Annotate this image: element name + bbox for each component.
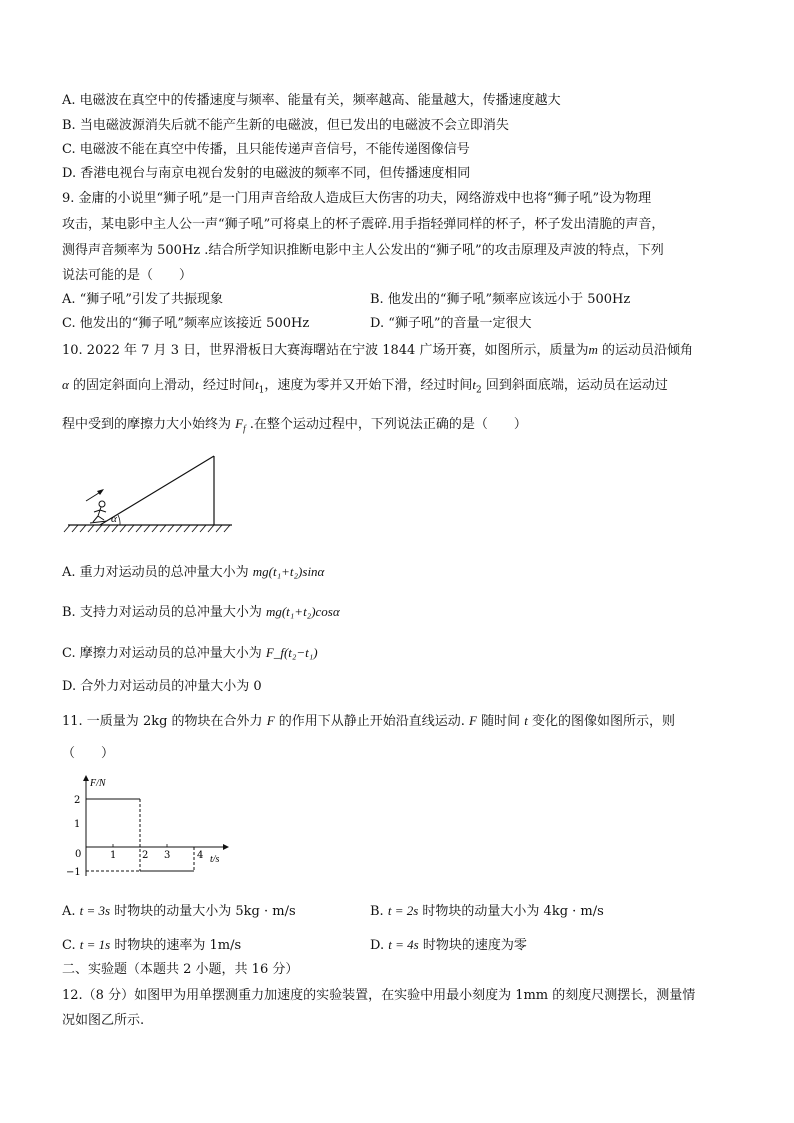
q9-stem-line4: 说法可能的是（ ）	[62, 268, 193, 283]
x-axis-label: t/s	[210, 854, 220, 865]
q9-option-b: B. 他发出的“狮子吼”频率应该远小于 500Hz	[370, 292, 631, 307]
angle-arc	[118, 515, 120, 525]
q9-stem-line2: 攻击，某电影中主人公一声“狮子吼”可将桌上的杯子震碎.用手指轻弹同样的杯子，杯子发出清脆的声音，	[62, 217, 665, 232]
q10-option-d: D. 合外力对运动员的冲量大小为 0	[62, 679, 262, 694]
q9-option-d: D. “狮子吼”的音量一定很大	[370, 316, 532, 331]
q10-stem-line1: 10. 2022 年 7 月 3 日，世界滑板日大赛海曙站在宁波 1844 广场开赛，如图所示，质量为m 的运动员沿倾角	[62, 342, 693, 358]
incline-figure	[60, 450, 240, 540]
q10-option-c: C. 摩擦力对运动员的总冲量大小为 F_f(t₂−t₁)	[62, 645, 318, 661]
q9-stem-line3: 测得声音频率为 500Hz .结合所学知识推断电影中主人公发出的“狮子吼”的攻击原理及声波的特点，下列	[62, 243, 664, 258]
q8-option-d: D. 香港电视台与南京电视台发射的电磁波的频率不同，但传播速度相同	[62, 166, 471, 181]
q11-option-b: B. t = 2s 时物块的动量大小为 4kg · m/s	[370, 903, 604, 919]
q9-option-c: C. 他发出的“狮子吼”频率应该接近 500Hz	[62, 316, 310, 331]
q12-stem-line1: 12.（8 分）如图甲为用单摆测重力加速度的实验装置，在实验中用最小刻度为 1mm 的刻度尺测摆长，测量情	[62, 988, 696, 1003]
q8-option-a: A. 电磁波在真空中的传播速度与频率、能量有关，频率越高、能量越大，传播速度越大	[62, 93, 561, 108]
y-tick-label-2: 2	[74, 795, 81, 806]
q11-option-a: A. t = 3s 时物块的动量大小为 5kg · m/s	[62, 903, 296, 919]
f-t-graph	[60, 772, 240, 884]
q10-option-a: A. 重力对运动员的总冲量大小为 mg(t₁+t₂)sinα	[62, 564, 325, 580]
q10-stem-line2: α 的固定斜面向上滑动，经过时间$t_1$，速度为零并又开始下滑，经过时间$t_2$ 回到斜面底端，运动员在运动过	[62, 377, 668, 396]
x-tick-label-3: 3	[164, 850, 171, 861]
origin-label: 0	[75, 849, 82, 860]
q11-option-c: C. t = 1s 时物块的速率为 1m/s	[62, 937, 242, 953]
q11-option-d: D. t = 4s 时物块的速度为零	[370, 937, 527, 953]
velocity-arrow	[86, 489, 104, 501]
y-axis-label: F/N	[90, 778, 106, 789]
q11-stem-line2: （ ）	[62, 746, 115, 761]
incline-surface	[100, 456, 214, 525]
q11-stem-line1: 11. 一质量为 2kg 的物块在合外力 F 的作用下从静止开始沿直线运动. F 随时间 t 变化的图像如图所示，则	[62, 713, 676, 729]
angle-label-alpha: α	[111, 513, 117, 525]
x-tick-label-2: 2	[142, 850, 149, 861]
y-tick-label-1: 1	[74, 819, 81, 830]
y-tick-label-neg1: −1	[66, 867, 81, 878]
q9-stem-line1: 9. 金庸的小说里“狮子吼”是一门用声音给敌人造成巨大伤害的功夫，网络游戏中也将“狮子吼”设为物理	[62, 191, 652, 206]
q10-option-b: B. 支持力对运动员的总冲量大小为 mg(t₁+t₂)cosα	[62, 604, 340, 620]
ground-hatch	[64, 525, 230, 532]
x-tick-label-1: 1	[110, 850, 117, 861]
q9-option-a: A. “狮子吼”引发了共振现象	[62, 292, 223, 307]
q8-option-b: B. 当电磁波源消失后就不能产生新的电磁波，但已发出的电磁波不会立即消失	[62, 118, 509, 133]
section-heading-experiments: 二、实验题（本题共 2 小题，共 16 分）	[62, 962, 299, 977]
q10-stem-line3: 程中受到的摩擦力大小始终为 $F_f$ .在整个运动过程中，下列说法正确的是（ ）	[62, 416, 527, 434]
skater-figure	[90, 501, 107, 523]
q8-option-c: C. 电磁波不能在真空中传播，且只能传递声音信号，不能传递图像信号	[62, 142, 470, 157]
q12-stem-line2: 况如图乙所示.	[62, 1013, 145, 1028]
x-tick-label-4: 4	[197, 850, 204, 861]
